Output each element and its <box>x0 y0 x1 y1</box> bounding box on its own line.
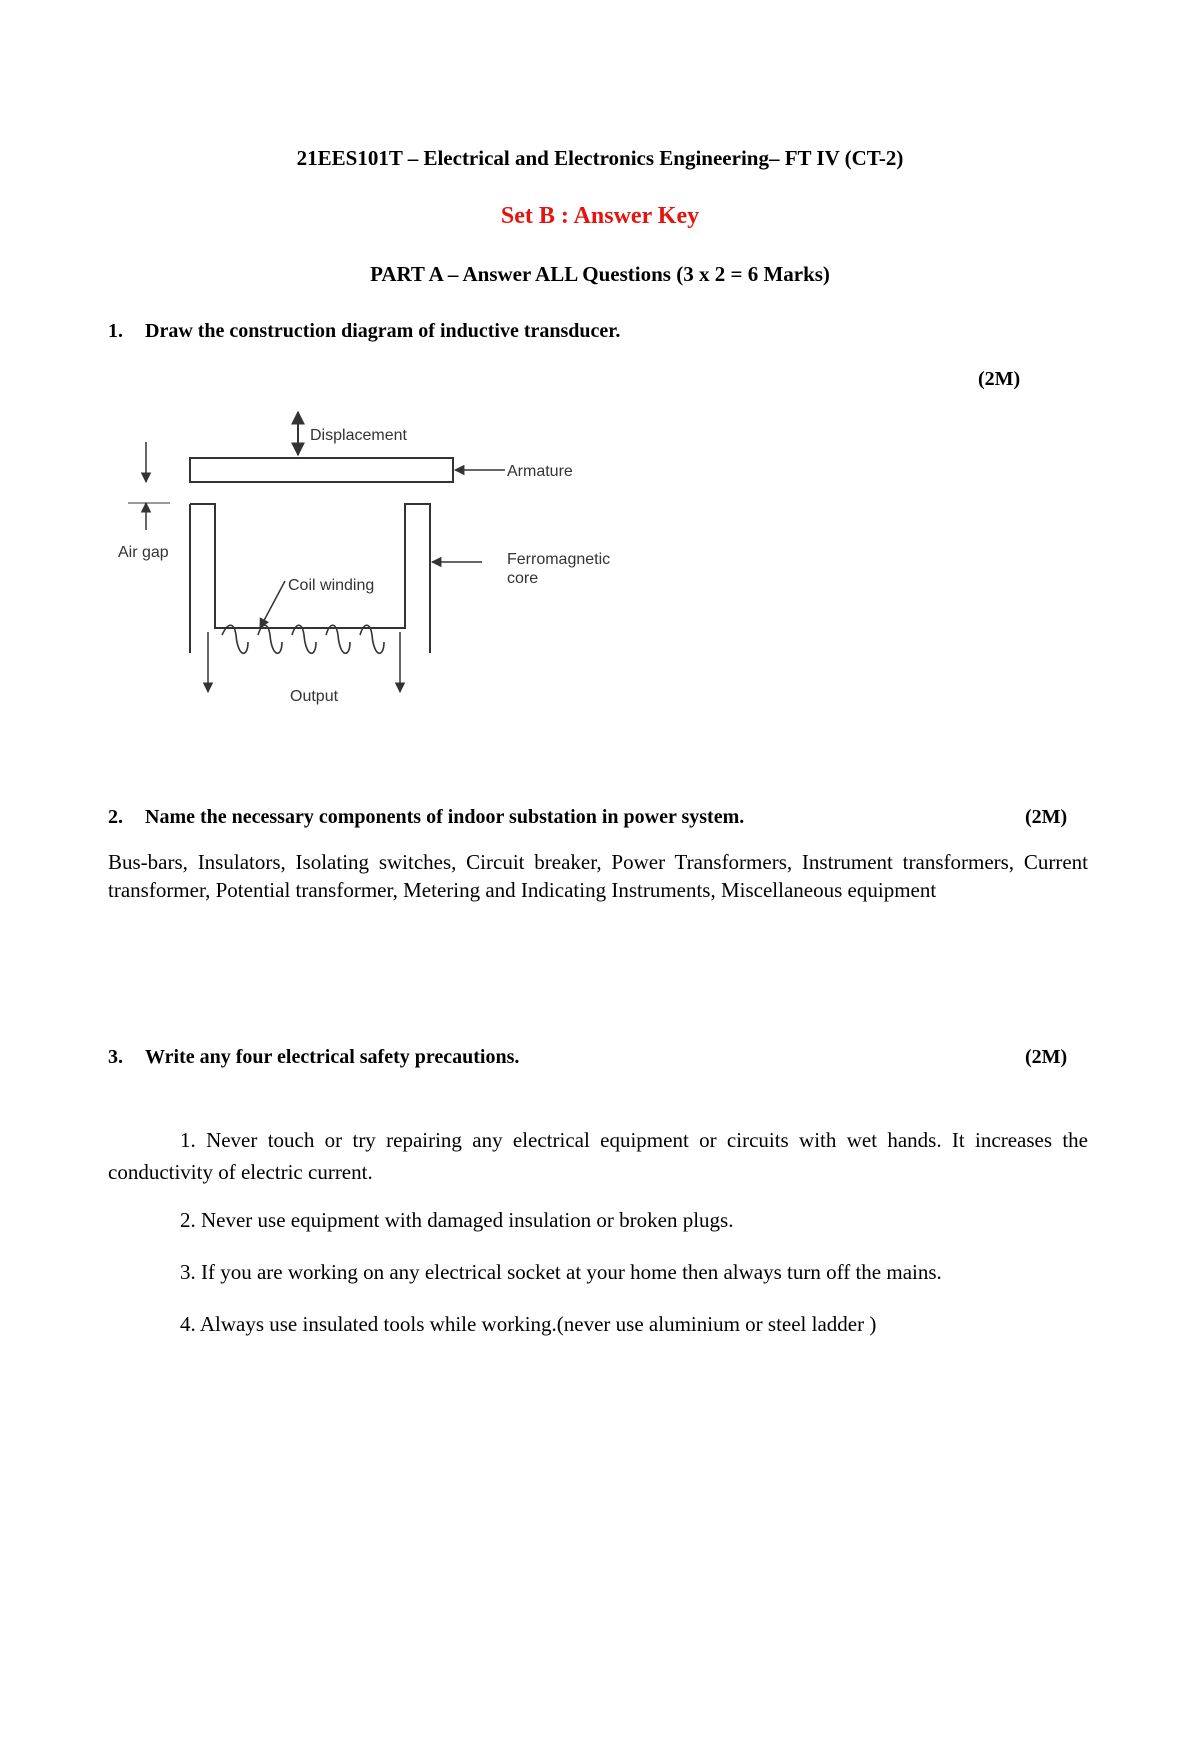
inductive-transducer-diagram <box>110 400 670 720</box>
core-label-line2: core <box>507 570 539 587</box>
question-2-marks: (2M) <box>1025 806 1068 828</box>
armature-bar <box>190 458 453 482</box>
precaution-item: 2. Never use equipment with damaged insulation or broken plugs. <box>180 1208 734 1232</box>
question-2 <box>108 806 744 829</box>
question-number: 2. <box>108 806 123 828</box>
part-heading: PART A – Answer ALL Questions (3 x 2 = 6 Marks) <box>370 262 830 286</box>
precaution-item: 3. If you are working on any electrical socket at your home then always turn off the mains. <box>180 1260 942 1284</box>
question-1-marks: (2M) <box>978 368 1021 390</box>
armature-label: Armature <box>507 463 573 480</box>
question-number: 3. <box>108 1046 123 1068</box>
coil-winding-label: Coil winding <box>288 577 375 594</box>
question-3-marks: (2M) <box>1025 1046 1068 1068</box>
document-subtitle: Set B : Answer Key <box>500 203 700 229</box>
document-title: 21EES101T – Electrical and Electronics Engineering– FT IV (CT-2) <box>296 146 904 170</box>
question-text: Write any four electrical safety precautions. <box>145 1046 520 1068</box>
question-3 <box>108 1046 519 1069</box>
question-number: 1. <box>108 320 123 342</box>
question-2-answer: Bus-bars, Insulators, Isolating switches, Circuit breaker, Power Transformers, Instrument transformers, Current transformer, Potential transformer, Metering and Indicating Instruments, Miscellaneous equipment <box>108 850 1088 902</box>
displacement-label: Displacement <box>310 427 407 444</box>
precaution-item: 4. Always use insulated tools while working.(never use aluminium or steel ladder ) <box>180 1312 877 1336</box>
question-1 <box>108 320 620 343</box>
precaution-item: 1. Never touch or try repairing any electrical equipment or circuits with wet hands. It increases the conductivity of electric current. <box>108 1128 1088 1184</box>
coil-arrow <box>260 581 285 628</box>
coil-winding <box>222 625 384 653</box>
question-text: Draw the construction diagram of inductive transducer. <box>145 320 621 342</box>
core-label-line1: Ferromagnetic <box>507 551 611 568</box>
question-text: Name the necessary components of indoor substation in power system. <box>145 806 745 828</box>
output-label: Output <box>290 688 339 705</box>
air-gap-label: Air gap <box>118 544 169 561</box>
